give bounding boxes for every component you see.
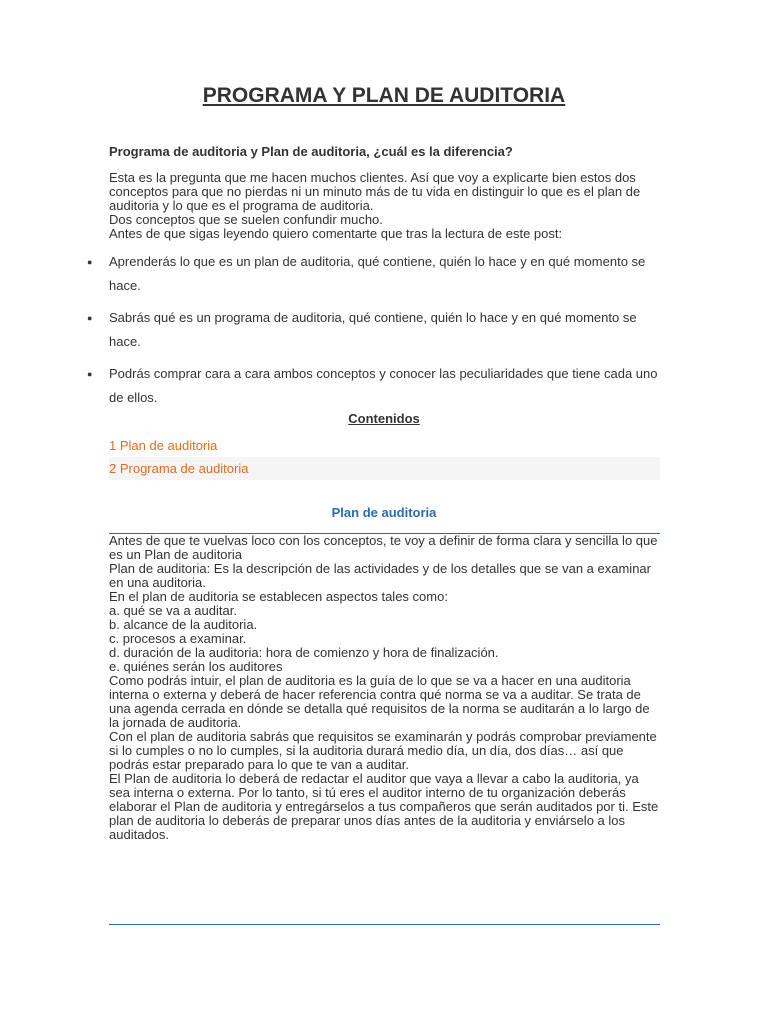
body-paragraph: Plan de auditoria: Es la descripción de las actividades y de los detalles que se van a examinar en una auditoria. bbox=[109, 561, 651, 590]
toc-link-programa[interactable]: 2 Programa de auditoria bbox=[109, 457, 660, 480]
intro-line: Dos conceptos que se suelen confundir mucho. bbox=[109, 212, 383, 227]
bullet-icon: ● bbox=[87, 257, 93, 267]
subtitle: Programa de auditoria y Plan de auditoria, ¿cuál es la diferencia? bbox=[109, 144, 513, 159]
intro-line: Antes de que sigas leyendo quiero comentarte que tras la lectura de este post: bbox=[109, 226, 563, 241]
body-paragraph: b. alcance de la auditoria. bbox=[109, 617, 258, 632]
body-paragraph: e. quiénes serán los auditores bbox=[109, 659, 283, 674]
body-paragraph: c. procesos a examinar. bbox=[109, 631, 247, 646]
intro-paragraph bbox=[109, 171, 659, 241]
list-item bbox=[84, 306, 662, 354]
body-paragraph: Como podrás intuir, el plan de auditoria es la guía de lo que se va a hacer en una auditoria interna o externa y deberá de hacer referencia contra qué norma se va a auditar. Se trata de una agenda cerrada en dónde se detalla qué requisitos de la norma se auditarán a lo largo de la jornada de auditoria. bbox=[109, 673, 650, 730]
intro-line: Esta es la pregunta que me hacen muchos clientes. Así que voy a explicarte bien estos dos conceptos para que no pierdas ni un minuto más de tu vida en distinguir lo que es el plan de auditoria y lo que es el programa de auditoria. bbox=[109, 170, 641, 213]
page-title: PROGRAMA Y PLAN DE AUDITORIA bbox=[202, 84, 566, 107]
list-item-text: Sabrás qué es un programa de auditoria, qué contiene, quién lo hace y en qué momento se hace. bbox=[109, 310, 637, 349]
body-paragraph: Antes de que te vuelvas loco con los conceptos, te voy a definir de forma clara y sencilla lo que es un Plan de auditoria bbox=[109, 533, 658, 562]
body-paragraph: En el plan de auditoria se establecen aspectos tales como: bbox=[109, 589, 448, 604]
body-paragraph: a. qué se va a auditar. bbox=[109, 603, 237, 618]
bullet-icon: ● bbox=[87, 313, 93, 323]
body-paragraph: Con el plan de auditoria sabrás que requisitos se examinarán y podrás comprobar previamente si lo cumples o no lo cumples, si la auditoria durará medio día, un día, dos días… así que podrás estar preparado para lo que te van a auditar. bbox=[109, 729, 657, 772]
list-item bbox=[84, 250, 662, 298]
body-text bbox=[109, 534, 661, 842]
body-paragraph: d. duración de la auditoria: hora de comienzo y hora de finalización. bbox=[109, 645, 499, 660]
bullet-icon: ● bbox=[87, 369, 93, 379]
list-item-text: Podrás comprar cara a cara ambos conceptos y conocer las peculiaridades que tiene cada uno de ellos. bbox=[109, 366, 658, 405]
body-paragraph: El Plan de auditoria lo deberá de redactar el auditor que vaya a llevar a cabo la auditoria, ya sea interna o externa. Por lo tanto, si tú eres el auditor interno de tu organización deberás elaborar el Plan de auditoria y entregárselos a tus compañeros que serán auditados por ti. Este plan de auditoria lo deberás de preparar unos días antes de la auditoria y enviárselo a los auditados. bbox=[109, 771, 659, 842]
contents-heading: Contenidos bbox=[348, 411, 420, 426]
section-title: Plan de auditoria bbox=[331, 505, 437, 520]
list-item-text: Aprenderás lo que es un plan de auditoria, qué contiene, quién lo hace y en qué momento se hace. bbox=[109, 254, 646, 293]
bottom-divider bbox=[109, 924, 660, 925]
bullet-list bbox=[84, 250, 662, 418]
list-item bbox=[84, 362, 662, 410]
toc-link-plan[interactable]: 1 Plan de auditoria bbox=[109, 438, 218, 453]
